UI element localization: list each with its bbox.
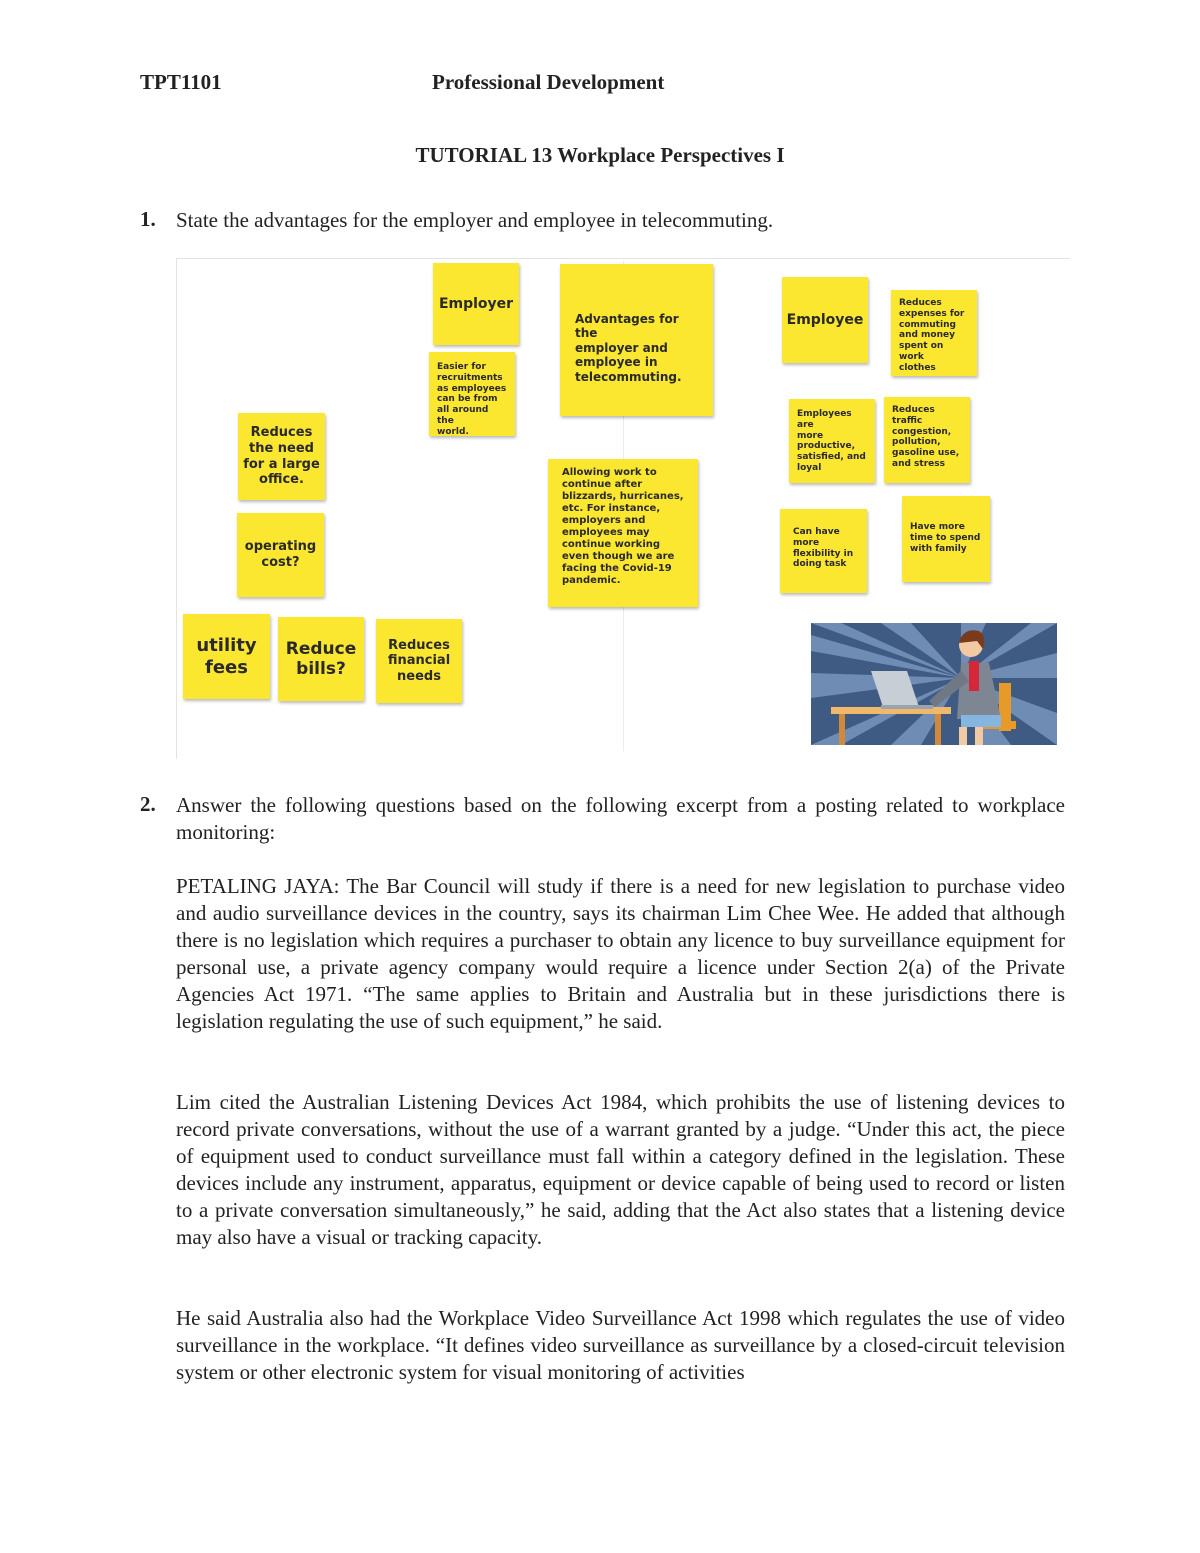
question-1-number: 1. [140,207,156,231]
note-productive: Employees are more productive, satisfied, and loyal [789,399,875,483]
note-work-continue: Allowing work to continue after blizzards, hurricanes, etc. For instance, employers and employees may continue working even though we are facing the Covid-19 pandemic. [548,459,698,607]
note-expenses: Reduces expenses for commuting and money spent on work clothes [891,290,977,376]
note-family-time: Have more time to spend with family [902,496,990,582]
question-1-text: State the advantages for the employer and employee in telecommuting. [176,208,774,232]
excerpt-paragraph-1: PETALING JAYA: The Bar Council will study if there is a need for new legislation to purchase video and audio surveillance devices in the country, says its chairman Lim Chee Wee. He added that although there is no legislation which requires a purchaser to obtain any licence to buy surveillance equipment for personal use, a private agency company would require a licence under Section 2(a) of the Private Agencies Act 1971. “The same applies to Britain and Australia but in these jurisdictions there is legislation regulating the use of such equipment,” he said. [176,874,1065,1033]
note-employee-label: Employee [782,277,868,363]
sticky-note-board [176,258,1070,759]
excerpt-paragraph-3: He said Australia also had the Workplace Video Surveillance Act 1998 which regulates the use of video surveillance in the workplace. “It defines video surveillance as surveillance by a closed-circuit television system or other electronic system for visual monitoring of activities [176,1306,1065,1384]
woman-laptop-illustration [811,623,1057,745]
note-reduce-bills: Reduce bills? [278,617,364,701]
page-title: TUTORIAL 13 Workplace Perspectives I [415,143,785,167]
illustration-graphic [811,623,1057,745]
note-operating-cost: operating cost? [237,513,324,597]
course-name: Professional Development [432,70,665,94]
note-employer-label: Employer [433,263,519,345]
note-traffic: Reduces traffic congestion, pollution, gasoline use, and stress [884,397,970,483]
question-2-text: Answer the following questions based on the following excerpt from a posting related to workplace monitoring: [176,793,1065,844]
excerpt-paragraph-2: Lim cited the Australian Listening Devices Act 1984, which prohibits the use of listening devices to record private conversations, without the use of a warrant granted by a judge. “Under this act, the piece of equipment used to conduct surveillance must fall within a category defined in the legislation. These devices include any instrument, apparatus, equipment or device capable of being used to record or listen to a private conversation simultaneously,” he said, adding that the Act also states that a listening device may also have a visual or tracking capacity. [176,1090,1065,1249]
note-recruitment: Easier for recruitments as employees can be from all around the world. [429,352,515,436]
course-code: TPT1101 [140,70,222,94]
question-2-number: 2. [140,792,156,816]
note-flexibility: Can have more flexibility in doing task [780,509,867,593]
note-utility-fees: utility fees [183,614,270,699]
note-financial-needs: Reduces financial needs [376,619,462,703]
note-center-topic: Advantages for the employer and employee in telecommuting. [560,264,713,416]
note-reduce-office: Reduces the need for a large office. [238,413,325,500]
